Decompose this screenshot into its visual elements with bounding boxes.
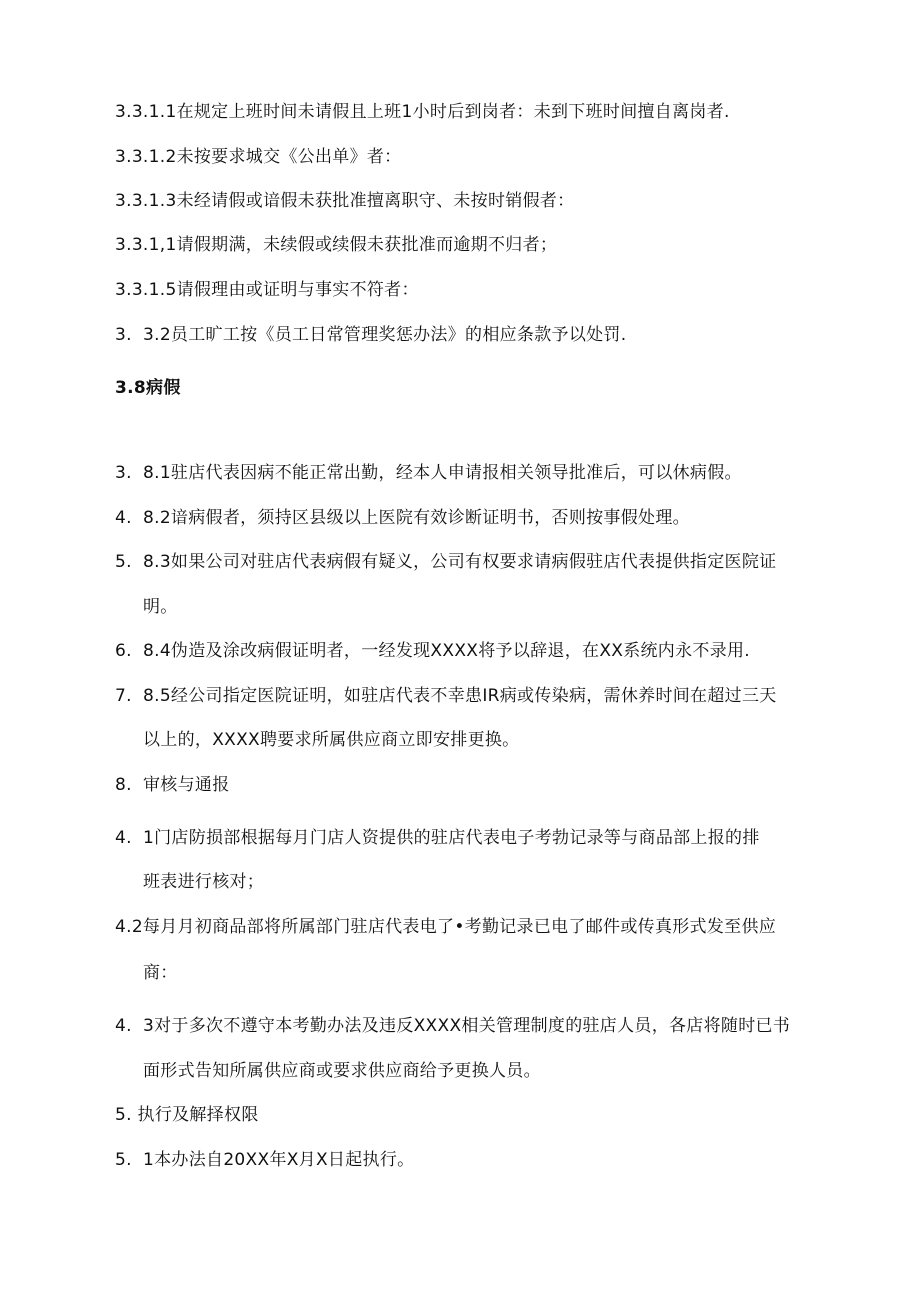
clause-text: 8.4伪造及涂改病假证明者，一经发现XXXX将予以辞退，在XX系统内永不录用. [143, 641, 751, 661]
clause-3-3-1-1 [115, 101, 730, 123]
clause-text: 8.3如果公司对驻店代表病假有疑义，公司有权要求请病假驻店代表提供指定医院证 [143, 552, 777, 572]
section-title: 审核与通报 [143, 775, 230, 795]
clause-3-8-3 [115, 551, 776, 573]
clause-4-2-continuation: 商： [143, 963, 178, 983]
clause-text: 8.5经公司指定医院证明，如驻店代表不幸患IR病或传染病，需休养时间在超过三天 [143, 686, 777, 706]
clause-number: 4. [115, 828, 132, 848]
clause-3-3-1-3 [115, 190, 574, 212]
clause-3-8-3-continuation: 明。 [143, 597, 178, 617]
clause-3-3-2 [115, 324, 626, 346]
clause-3-8-2 [115, 507, 690, 529]
clause-3-3-1-4 [115, 234, 557, 256]
clause-number: 3. [115, 463, 132, 483]
clause-4-1 [115, 827, 760, 849]
clause-text: 3.2员工旷工按《员工日常管理奖惩办法》的相应条款予以处罚. [143, 325, 627, 345]
clause-text: 请假期满，未续假或续假未获批准而逾期不归者； [176, 235, 558, 255]
clause-number: 3. [115, 325, 132, 345]
clause-5-1 [115, 1149, 414, 1171]
clause-3-8-5-continuation: 以上的，XXXX聘要求所属供应商立即安排更换。 [143, 730, 520, 750]
clause-text: 3对于多次不遵守本考勤办法及违反XXXX相关管理制度的驻店人员，各店将随时已书 [143, 1016, 791, 1036]
clause-3-3-1-5 [115, 279, 419, 301]
clause-number: 3.3.1,1 [115, 235, 177, 255]
section-number: 8. [115, 775, 132, 795]
section-heading-execution: 5. 执行及解择权限 [115, 1105, 259, 1125]
clause-4-2: 4.2每月月初商品部将所属部门驻店代表电了•考勤记录已电了邮件或传真形式发至供应 [115, 917, 777, 937]
clause-4-3-continuation: 面形式告知所属供应商或要求供应商给予更换人员。 [143, 1061, 541, 1081]
clause-3-8-4 [115, 640, 750, 662]
clause-number: 3.3.1.3 [115, 191, 177, 211]
clause-text: 1本办法自20XX年X月X日起执行。 [143, 1150, 415, 1170]
clause-text: 在规定上班时间未请假且上班1小时后到岗者：未到下班时间擅自离岗者. [176, 102, 730, 122]
clause-number: 4. [115, 508, 132, 528]
clause-number: 5. [115, 552, 132, 572]
clause-text: 未经请假或谙假未获批准擅离职守、未按时销假者： [176, 191, 575, 211]
clause-number: 4. [115, 1016, 132, 1036]
clause-number: 7. [115, 686, 132, 706]
clause-number: 3.3.1.5 [115, 280, 177, 300]
clause-text: 1门店防损部根据每月门店人资提供的驻店代表电子考勃记录等与商品部上报的排 [143, 828, 760, 848]
section-heading-sick-leave: 3.8病假 [115, 378, 181, 398]
clause-3-8-5 [115, 685, 777, 707]
clause-number: 3.3.1.2 [115, 147, 177, 167]
clause-text: 未按要求城交《公出单》者： [176, 147, 402, 167]
clause-text: 8.1驻店代表因病不能正常出勤，经本人申请报相关领导批准后，可以休病假。 [143, 463, 742, 483]
clause-3-3-1-2 [115, 146, 401, 168]
clause-number: 3.3.1.1 [115, 102, 177, 122]
clause-3-8-1 [115, 462, 742, 484]
clause-text: 请假理由或证明与事实不符者： [176, 280, 419, 300]
clause-4-1-continuation: 班表进行核对； [143, 872, 265, 892]
section-heading-review [115, 774, 230, 796]
clause-number: 6. [115, 641, 132, 661]
clause-number: 5. [115, 1150, 132, 1170]
clause-4-3 [115, 1015, 790, 1037]
clause-text: 8.2谙病假者，须持区县级以上医院有效诊断证明书，否则按事假处理。 [143, 508, 690, 528]
